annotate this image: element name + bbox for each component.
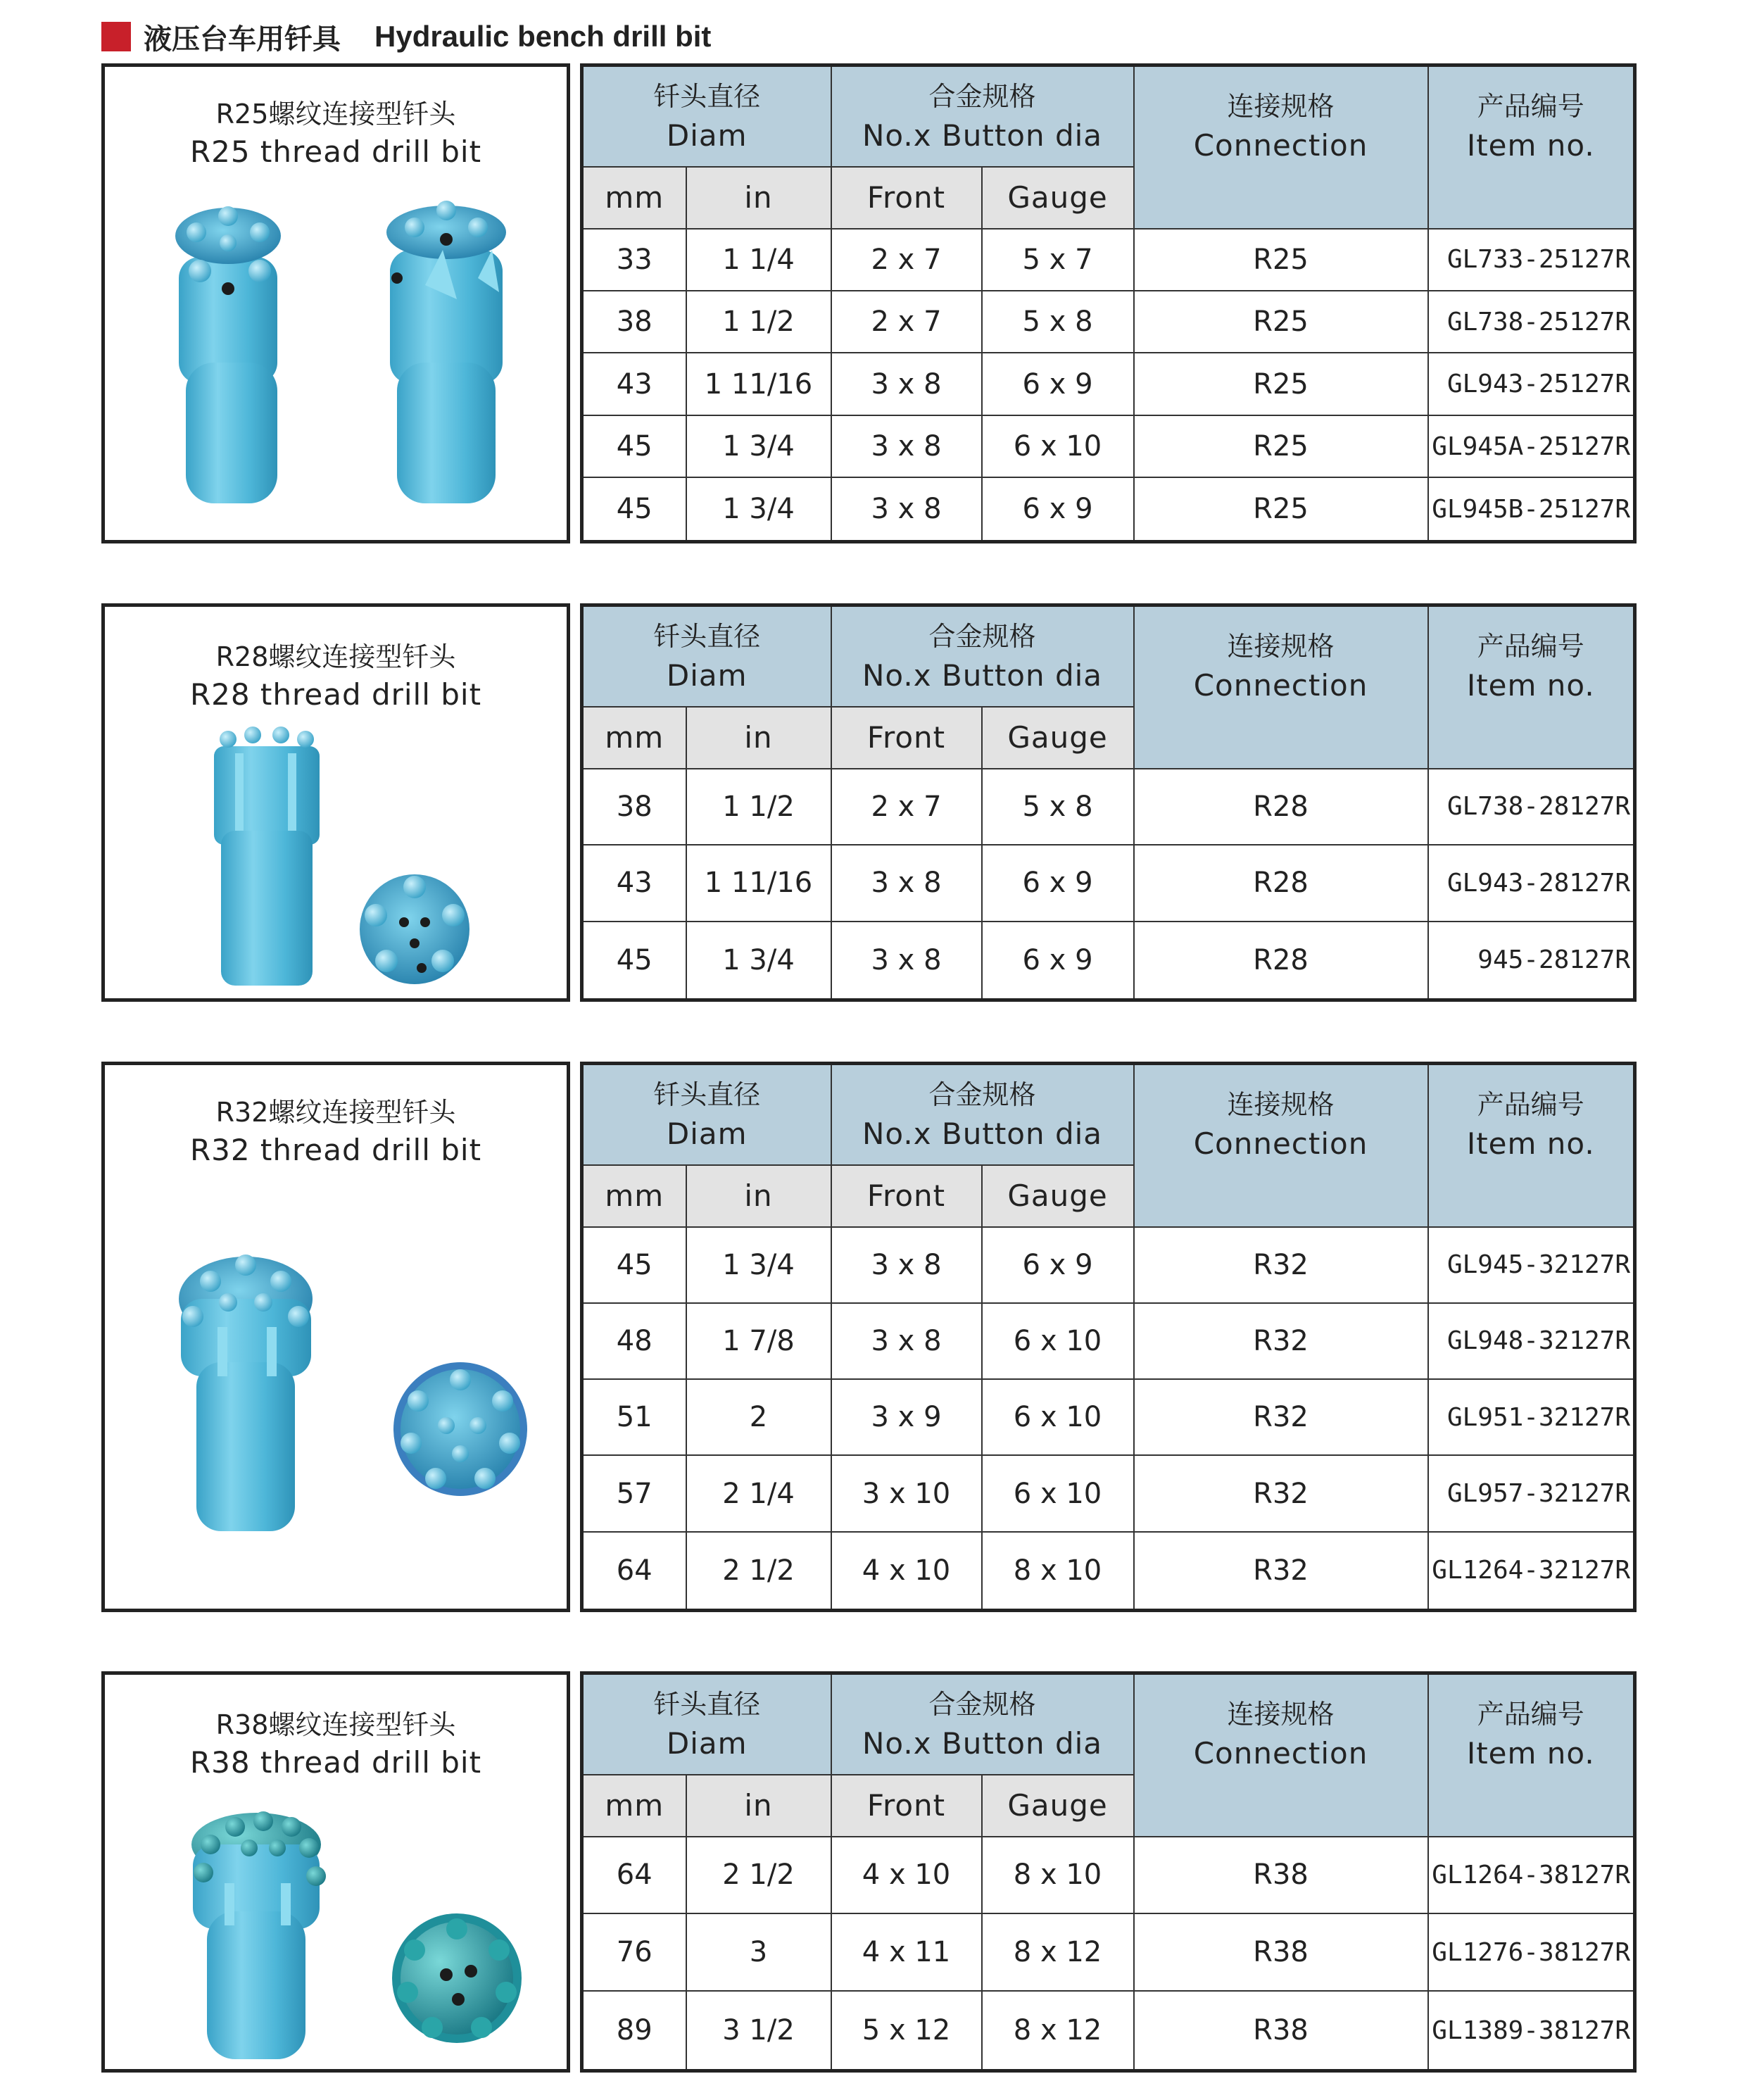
cell-connection: R25 [1134, 353, 1428, 415]
table-row [582, 769, 1635, 845]
table-row [582, 229, 1635, 291]
col-header-item-en: Item no. [1466, 128, 1595, 163]
cell-front: 4 x 11 [831, 1913, 982, 1991]
col-header-item-en: Item no. [1466, 1126, 1595, 1161]
section-r25 [101, 63, 1633, 543]
col-header-item-en: Item no. [1466, 668, 1595, 703]
col-header-connection [1134, 65, 1428, 229]
cell-in: 1 3/4 [686, 1227, 831, 1303]
col-header-diam-cn: 钎头直径 [653, 1079, 761, 1111]
cell-mm: 38 [582, 291, 686, 353]
col-header-alloy-en: No.x Button dia [862, 658, 1103, 693]
cell-mm: 33 [582, 229, 686, 291]
col-header-alloy [831, 605, 1134, 707]
subheader-gauge: Gauge [982, 1165, 1134, 1227]
col-header-item [1428, 1673, 1635, 1837]
product-title-cn: R28螺纹连接型钎头 [215, 641, 456, 672]
col-header-diam [582, 605, 831, 707]
cell-gauge: 6 x 9 [982, 922, 1134, 1000]
cell-front: 3 x 8 [831, 1227, 982, 1303]
col-header-alloy-cn: 合金规格 [928, 1689, 1036, 1721]
col-header-connection-en: Connection [1193, 668, 1368, 703]
col-header-alloy-en: No.x Button dia [862, 1726, 1103, 1761]
table-row [582, 845, 1635, 922]
cell-item-no: GL943-28127R [1428, 845, 1635, 922]
cell-in: 1 7/8 [686, 1303, 831, 1379]
cell-front: 3 x 8 [831, 922, 982, 1000]
col-header-alloy [831, 1673, 1134, 1775]
cell-item-no: GL1276-38127R [1428, 1913, 1635, 1991]
cell-front: 3 x 8 [831, 353, 982, 415]
subheader-gauge: Gauge [982, 707, 1134, 769]
cell-connection: R25 [1134, 415, 1428, 477]
cell-in: 3 [686, 1913, 831, 1991]
cell-front: 4 x 10 [831, 1532, 982, 1611]
col-header-diam-en: Diam [666, 658, 748, 693]
col-header-alloy [831, 1064, 1134, 1165]
cell-item-no: GL951-32127R [1428, 1379, 1635, 1455]
cell-connection: R38 [1134, 1991, 1428, 2070]
cell-mm: 43 [582, 353, 686, 415]
cell-item-no: GL957-32127R [1428, 1455, 1635, 1531]
subheader-mm: mm [582, 1165, 686, 1227]
col-header-connection [1134, 605, 1428, 769]
cell-gauge: 6 x 9 [982, 845, 1134, 922]
spec-table-r28 [580, 603, 1637, 1002]
subheader-front: Front [831, 1775, 982, 1837]
cell-mm: 45 [582, 1227, 686, 1303]
cell-mm: 51 [582, 1379, 686, 1455]
drill-bit-image [189, 725, 485, 993]
cell-item-no: GL1264-38127R [1428, 1837, 1635, 1914]
cell-item-no: GL945A-25127R [1428, 415, 1635, 477]
cell-in: 2 1/2 [686, 1837, 831, 1914]
product-title-en: R28 thread drill bit [189, 677, 482, 712]
table-row [582, 1455, 1635, 1531]
cell-item-no: GL945-32127R [1428, 1227, 1635, 1303]
col-header-connection-cn: 连接规格 [1227, 631, 1335, 662]
col-header-item [1428, 65, 1635, 229]
cell-connection: R32 [1134, 1227, 1428, 1303]
subheader-in: in [686, 1165, 831, 1227]
cell-item-no: GL948-32127R [1428, 1303, 1635, 1379]
cell-mm: 64 [582, 1532, 686, 1611]
subheader-mm: mm [582, 707, 686, 769]
cell-mm: 45 [582, 922, 686, 1000]
cell-item-no: 945-28127R [1428, 922, 1635, 1000]
subheader-front: Front [831, 167, 982, 229]
cell-gauge: 6 x 9 [982, 1227, 1134, 1303]
table-row [582, 1227, 1635, 1303]
col-header-connection [1134, 1064, 1428, 1227]
cell-front: 3 x 10 [831, 1455, 982, 1531]
cell-gauge: 5 x 7 [982, 229, 1134, 291]
product-title-en: R32 thread drill bit [189, 1133, 482, 1167]
cell-front: 2 x 7 [831, 229, 982, 291]
cell-gauge: 6 x 10 [982, 1303, 1134, 1379]
cell-item-no: GL1389-38127R [1428, 1991, 1635, 2070]
col-header-item-cn: 产品编号 [1477, 1699, 1584, 1730]
page-header [101, 14, 711, 59]
cell-item-no: GL738-25127R [1428, 291, 1635, 353]
col-header-item [1428, 605, 1635, 769]
col-header-alloy-en: No.x Button dia [862, 118, 1103, 153]
cell-mm: 43 [582, 845, 686, 922]
product-title-en: R25 thread drill bit [189, 134, 482, 169]
drill-bit-image [168, 1250, 541, 1545]
cell-front: 3 x 9 [831, 1379, 982, 1455]
cell-in: 1 1/2 [686, 769, 831, 845]
col-header-diam-cn: 钎头直径 [653, 1689, 761, 1721]
table-row [582, 922, 1635, 1000]
header-accent-square [101, 22, 131, 51]
cell-in: 3 1/2 [686, 1991, 831, 2070]
drill-bit-image [147, 201, 541, 510]
cell-connection: R32 [1134, 1532, 1428, 1611]
cell-gauge: 6 x 9 [982, 477, 1134, 541]
col-header-item [1428, 1064, 1635, 1227]
cell-in: 2 1/2 [686, 1532, 831, 1611]
cell-connection: R25 [1134, 477, 1428, 541]
cell-in: 1 11/16 [686, 845, 831, 922]
col-header-diam [582, 65, 831, 167]
cell-gauge: 8 x 10 [982, 1837, 1134, 1914]
table-row [582, 477, 1635, 541]
col-header-connection-en: Connection [1193, 128, 1368, 163]
cell-in: 1 3/4 [686, 415, 831, 477]
subheader-in: in [686, 1775, 831, 1837]
cell-in: 1 11/16 [686, 353, 831, 415]
cell-item-no: GL943-25127R [1428, 353, 1635, 415]
table-row [582, 1837, 1635, 1914]
product-panel-r28 [101, 603, 570, 1002]
product-panel-r25 [101, 63, 570, 543]
cell-mm: 48 [582, 1303, 686, 1379]
cell-connection: R38 [1134, 1913, 1428, 1991]
subheader-gauge: Gauge [982, 1775, 1134, 1837]
cell-front: 3 x 8 [831, 845, 982, 922]
product-panel-r32 [101, 1062, 570, 1612]
drill-bit-image [182, 1806, 534, 2066]
table-row [582, 353, 1635, 415]
col-header-alloy [831, 65, 1134, 167]
col-header-item-cn: 产品编号 [1477, 631, 1584, 662]
cell-connection: R28 [1134, 922, 1428, 1000]
product-title-cn: R38螺纹连接型钎头 [215, 1709, 456, 1740]
col-header-diam [582, 1673, 831, 1775]
table-row [582, 1303, 1635, 1379]
cell-front: 3 x 8 [831, 1303, 982, 1379]
cell-connection: R28 [1134, 769, 1428, 845]
table-row [582, 415, 1635, 477]
spec-table-r38 [580, 1671, 1637, 2073]
cell-item-no: GL733-25127R [1428, 229, 1635, 291]
col-header-connection-cn: 连接规格 [1227, 1699, 1335, 1730]
cell-gauge: 8 x 10 [982, 1532, 1134, 1611]
drill-bit-face-view [392, 1913, 522, 2043]
drill-bit-face-view [393, 1362, 527, 1496]
page-title-cn: 液压台车用钎具 [144, 23, 341, 56]
cell-mm: 89 [582, 1991, 686, 2070]
subheader-in: in [686, 707, 831, 769]
table-row [582, 291, 1635, 353]
cell-front: 3 x 8 [831, 415, 982, 477]
col-header-item-en: Item no. [1466, 1736, 1595, 1771]
cell-item-no: GL738-28127R [1428, 769, 1635, 845]
col-header-connection-en: Connection [1193, 1736, 1368, 1771]
col-header-alloy-cn: 合金规格 [928, 621, 1036, 653]
section-r28 [101, 603, 1633, 1002]
subheader-front: Front [831, 1165, 982, 1227]
col-header-alloy-cn: 合金规格 [928, 81, 1036, 113]
col-header-connection-cn: 连接规格 [1227, 91, 1335, 122]
cell-in: 1 1/4 [686, 229, 831, 291]
col-header-diam-cn: 钎头直径 [653, 621, 761, 653]
cell-mm: 57 [582, 1455, 686, 1531]
drill-bit-angle-view [386, 201, 506, 503]
drill-bit-side-view [179, 1255, 313, 1531]
cell-mm: 45 [582, 477, 686, 541]
cell-mm: 38 [582, 769, 686, 845]
drill-bit-side-view [214, 727, 320, 986]
cell-connection: R25 [1134, 291, 1428, 353]
spec-table-r25 [580, 63, 1637, 543]
subheader-gauge: Gauge [982, 167, 1134, 229]
drill-bit-side-view [191, 1811, 326, 2059]
cell-gauge: 6 x 9 [982, 353, 1134, 415]
cell-mm: 76 [582, 1913, 686, 1991]
cell-in: 1 3/4 [686, 477, 831, 541]
cell-front: 2 x 7 [831, 291, 982, 353]
cell-mm: 45 [582, 415, 686, 477]
subheader-mm: mm [582, 167, 686, 229]
col-header-alloy-cn: 合金规格 [928, 1079, 1036, 1111]
col-header-connection [1134, 1673, 1428, 1837]
col-header-alloy-en: No.x Button dia [862, 1117, 1103, 1152]
col-header-diam-en: Diam [666, 118, 748, 153]
cell-connection: R28 [1134, 845, 1428, 922]
subheader-front: Front [831, 707, 982, 769]
cell-mm: 64 [582, 1837, 686, 1914]
cell-front: 2 x 7 [831, 769, 982, 845]
cell-in: 1 1/2 [686, 291, 831, 353]
cell-gauge: 6 x 10 [982, 1379, 1134, 1455]
cell-gauge: 6 x 10 [982, 415, 1134, 477]
col-header-diam-en: Diam [666, 1726, 748, 1761]
section-r38 [101, 1671, 1633, 2073]
cell-connection: R38 [1134, 1837, 1428, 1914]
table-row [582, 1532, 1635, 1611]
cell-connection: R25 [1134, 229, 1428, 291]
table-row [582, 1991, 1635, 2070]
cell-in: 1 3/4 [686, 922, 831, 1000]
cell-front: 5 x 12 [831, 1991, 982, 2070]
product-title-en: R38 thread drill bit [189, 1745, 482, 1780]
cell-front: 4 x 10 [831, 1837, 982, 1914]
table-row [582, 1379, 1635, 1455]
cell-gauge: 8 x 12 [982, 1913, 1134, 1991]
col-header-diam-en: Diam [666, 1117, 748, 1152]
drill-bit-side-view [175, 206, 281, 503]
subheader-in: in [686, 167, 831, 229]
subheader-mm: mm [582, 1775, 686, 1837]
page-title-en: Hydraulic bench drill bit [374, 20, 712, 53]
cell-in: 2 [686, 1379, 831, 1455]
cell-in: 2 1/4 [686, 1455, 831, 1531]
cell-gauge: 6 x 10 [982, 1455, 1134, 1531]
product-title-cn: R32螺纹连接型钎头 [215, 1097, 456, 1128]
product-panel-r38 [101, 1671, 570, 2073]
cell-item-no: GL945B-25127R [1428, 477, 1635, 541]
col-header-diam [582, 1064, 831, 1165]
cell-item-no: GL1264-32127R [1428, 1532, 1635, 1611]
product-title-cn: R25螺纹连接型钎头 [215, 99, 456, 130]
cell-gauge: 8 x 12 [982, 1991, 1134, 2070]
col-header-item-cn: 产品编号 [1477, 91, 1584, 122]
cell-front: 3 x 8 [831, 477, 982, 541]
drill-bit-face-view [360, 874, 469, 984]
table-row [582, 1913, 1635, 1991]
cell-connection: R32 [1134, 1303, 1428, 1379]
col-header-connection-en: Connection [1193, 1126, 1368, 1161]
col-header-connection-cn: 连接规格 [1227, 1089, 1335, 1120]
cell-connection: R32 [1134, 1455, 1428, 1531]
cell-gauge: 5 x 8 [982, 769, 1134, 845]
section-r32 [101, 1062, 1633, 1612]
spec-table-r32 [580, 1062, 1637, 1612]
col-header-item-cn: 产品编号 [1477, 1089, 1584, 1120]
col-header-diam-cn: 钎头直径 [653, 81, 761, 113]
cell-connection: R32 [1134, 1379, 1428, 1455]
cell-gauge: 5 x 8 [982, 291, 1134, 353]
